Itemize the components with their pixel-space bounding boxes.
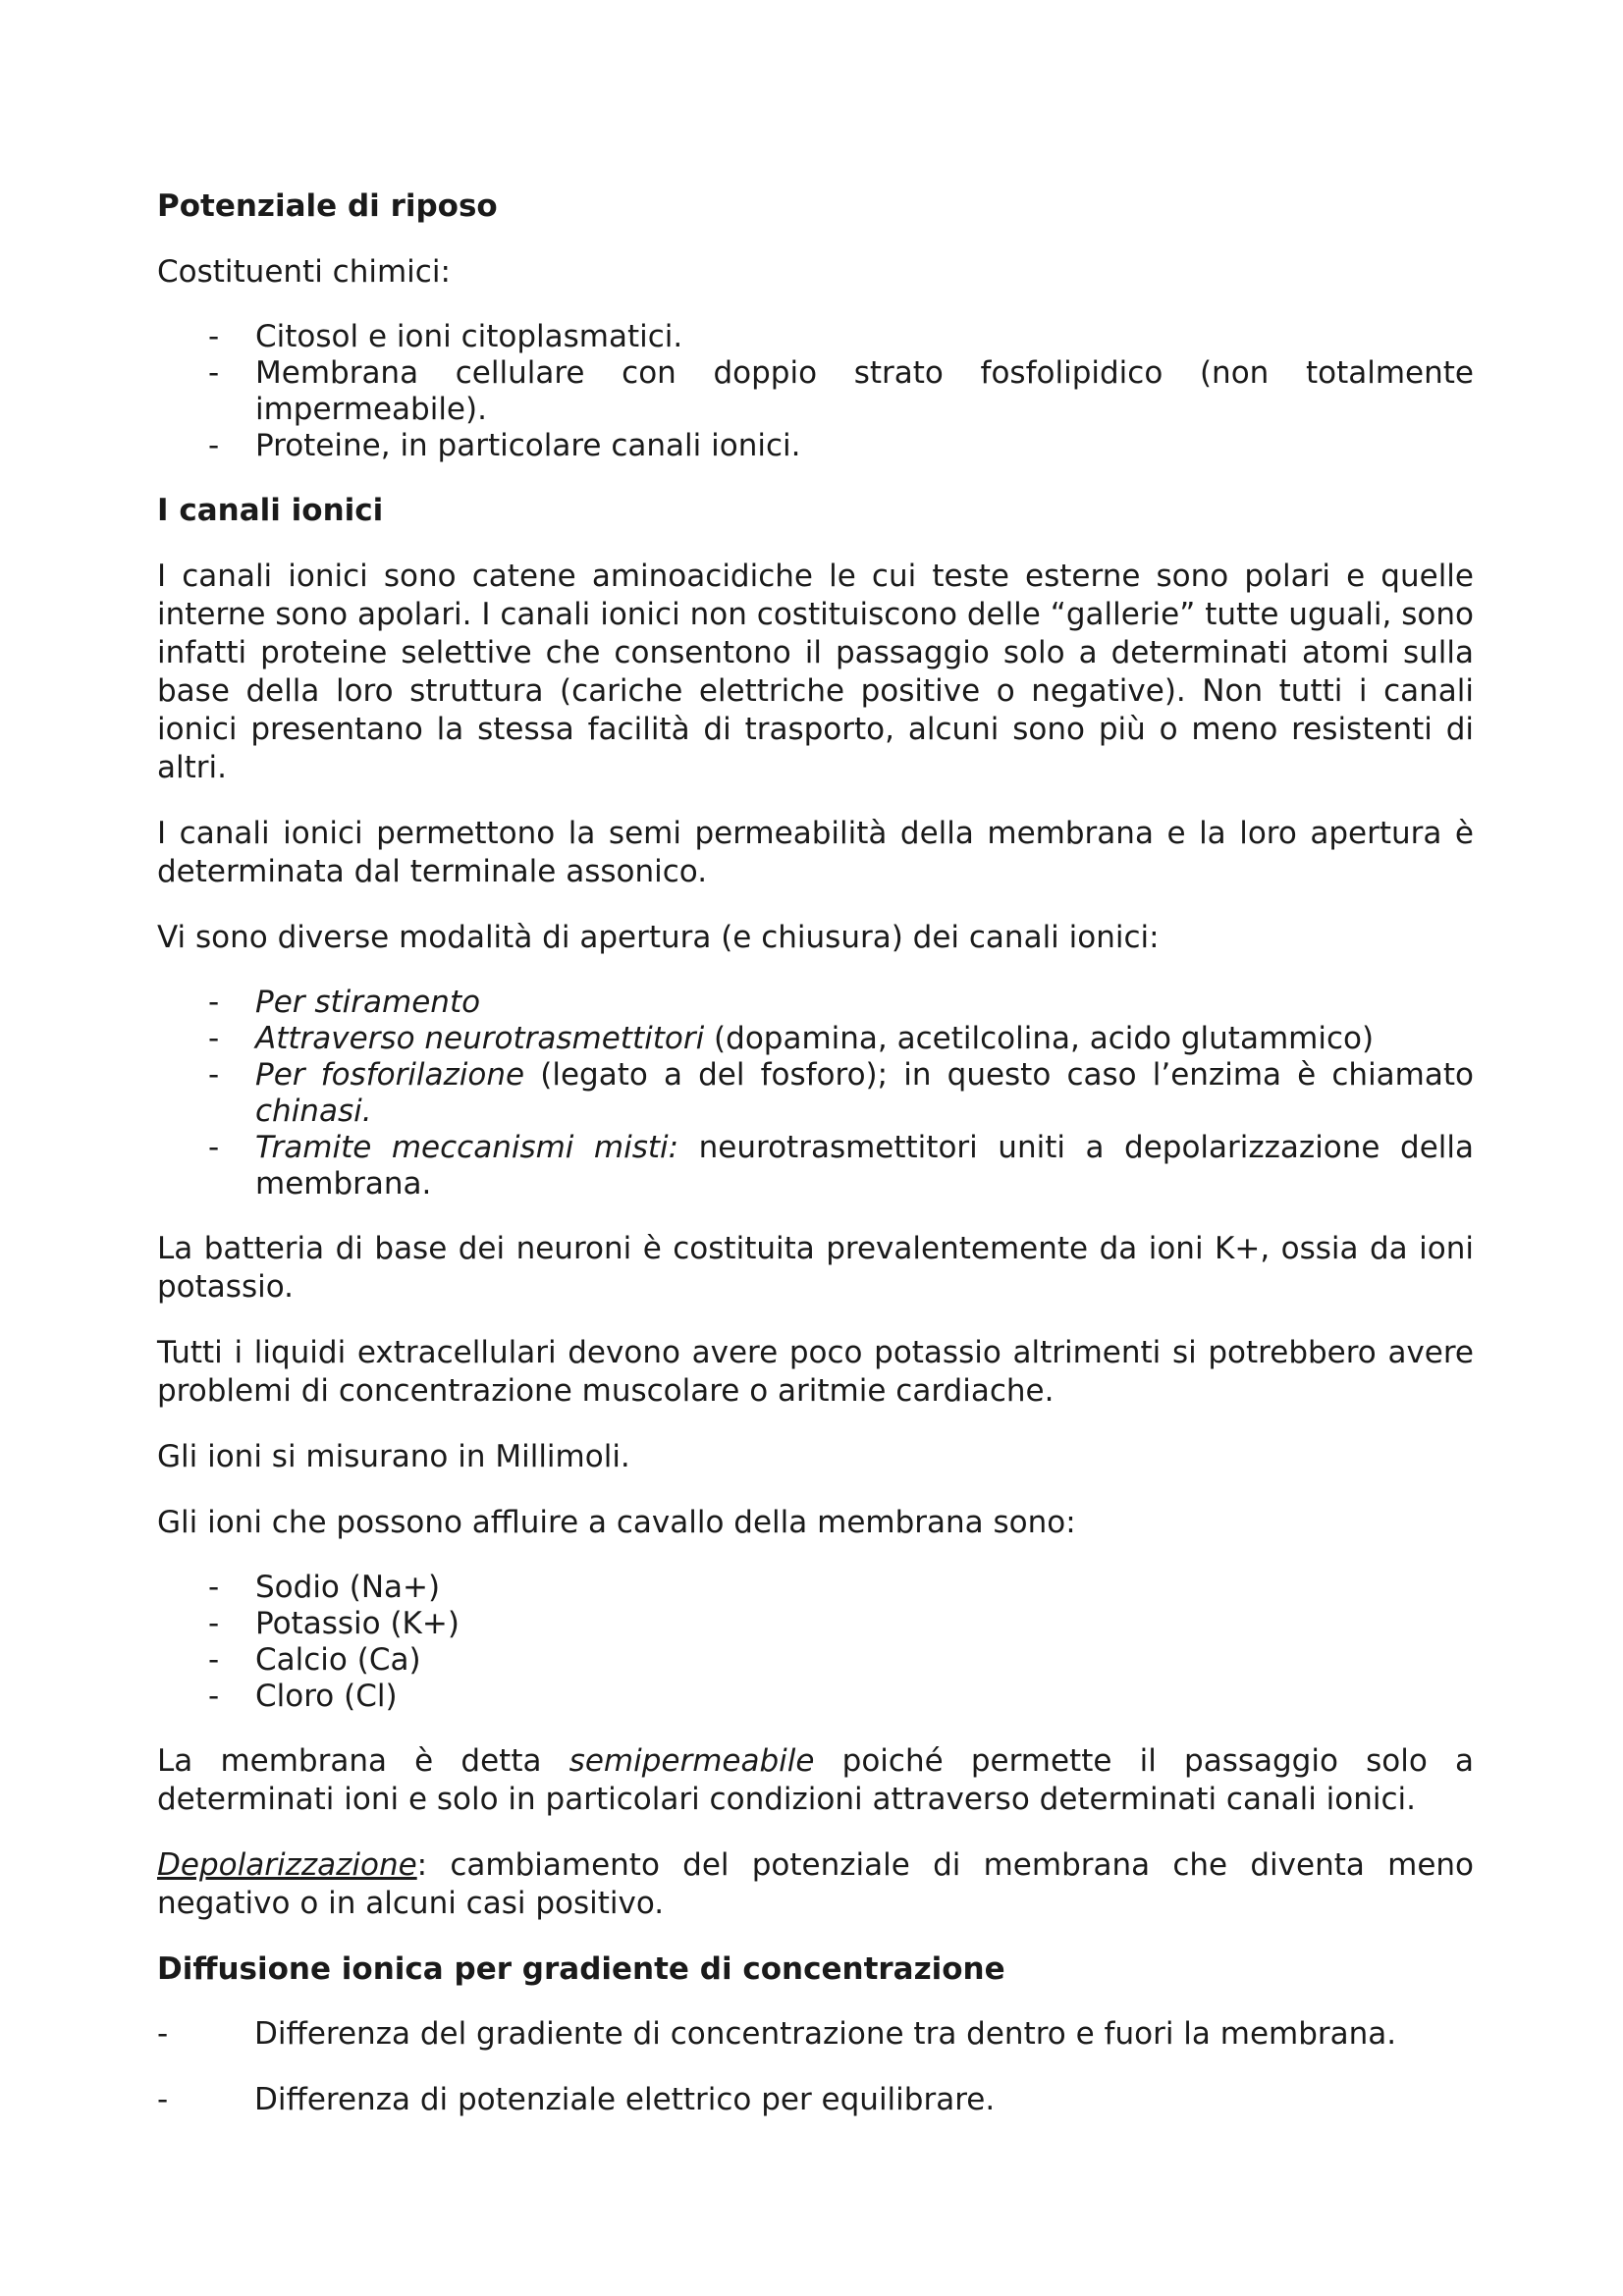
paragraph-batteria: La batteria di base dei neuroni è costituita prevalentemente da ioni K+, ossia da ioni potassio. — [157, 1231, 1474, 1305]
paragraph-liquidi: Tutti i liquidi extracellulari devono avere poco potassio altrimenti si potrebbero avere problemi di concentrazione muscolare o aritmie cardiache. — [157, 1335, 1474, 1409]
list-item — [157, 1057, 1474, 1130]
list-item-term: Per stiramento — [255, 985, 481, 1020]
list-item: - Membrana cellulare con doppio strato fosfolipidico (non totalmente impermeabile). — [157, 355, 1474, 428]
paragraph-depolarizzazione — [157, 1846, 1474, 1923]
list-item-term: chinasi. — [255, 1094, 372, 1129]
list-item-text: (dopamina, acetilcolina, acido glutammico) — [704, 1021, 1375, 1056]
list-item — [157, 985, 1474, 1021]
heading-diffusione-ionica: Diffusione ionica per gradiente di concentrazione — [157, 1951, 1005, 1987]
membrana-text-b: poiché permette il passaggio solo a determinati ioni e solo in particolari condizioni attraverso determinati canali ionici. — [157, 1743, 1475, 1817]
list-item: - Citosol e ioni citoplasmatici. — [157, 319, 1474, 355]
list-item: - Cloro (Cl) — [157, 1679, 1474, 1715]
membrana-text-a: La membrana è detta — [157, 1743, 569, 1779]
heading-canali-ionici: I canali ionici — [157, 493, 384, 528]
list-item: - Differenza del gradiente di concentrazione tra dentro e fuori la membrana. — [157, 2016, 1474, 2053]
paragraph-modalita-intro: Vi sono diverse modalità di apertura (e chiusura) dei canali ionici: — [157, 920, 1160, 955]
modalita-list — [157, 985, 1474, 1202]
list-item: - Differenza di potenziale elettrico per equilibrare. — [157, 2082, 1474, 2118]
list-item-term: Per fosforilazione — [255, 1057, 525, 1093]
ioni-list — [157, 1570, 1474, 1715]
diffusione-list — [157, 2016, 1474, 2118]
depolarizzazione-term: Depolarizzazione — [157, 1847, 417, 1883]
list-item-term: Tramite meccanismi misti: — [255, 1130, 679, 1165]
costituenti-list — [157, 319, 1474, 464]
list-item: - Proteine, in particolare canali ionici. — [157, 428, 1474, 464]
costituenti-label: Costituenti chimici: — [157, 254, 451, 290]
list-item: - Potassio (K+) — [157, 1606, 1474, 1642]
paragraph-millimoli: Gli ioni si misurano in Millimoli. — [157, 1439, 630, 1474]
paragraph-canali-2: I canali ionici permettono la semi permeabilità della membrana e la loro apertura è determinata dal terminale assonico. — [157, 816, 1474, 889]
membrana-term: semipermeabile — [568, 1743, 815, 1779]
heading-potenziale-di-riposo: Potenziale di riposo — [157, 188, 498, 224]
list-item-term: Attraverso neurotrasmettitori — [255, 1021, 705, 1056]
depolarizzazione-definition: : cambiamento del potenziale di membrana che diventa meno negativo o in alcuni casi positivo. — [157, 1847, 1474, 1921]
list-item-text: (legato a del fosforo); in questo caso l’enzima è chiamato — [524, 1057, 1474, 1093]
list-item-text: neurotrasmettitori uniti a depolarizzazione della membrana. — [255, 1130, 1474, 1201]
paragraph-canali-1: I canali ionici sono catene aminoacidiche le cui teste esterne sono polari e quelle interne sono apolari. I canali ionici non costituiscono delle “gallerie” tutte uguali, sono infatti proteine selettive che consentono il passaggio solo a determinati atomi sulla base della loro struttura (cariche elettriche positive o negative). Non tutti i canali ionici presentano la stessa facilità di trasporto, alcuni sono più o meno resistenti di altri. — [157, 559, 1474, 785]
list-item — [157, 1021, 1474, 1057]
paragraph-ioni-intro: Gli ioni che possono affluire a cavallo della membrana sono: — [157, 1505, 1076, 1540]
list-item: - Sodio (Na+) — [157, 1570, 1474, 1606]
paragraph-membrana — [157, 1742, 1474, 1819]
list-item: - Calcio (Ca) — [157, 1642, 1474, 1679]
list-item — [157, 1130, 1474, 1202]
